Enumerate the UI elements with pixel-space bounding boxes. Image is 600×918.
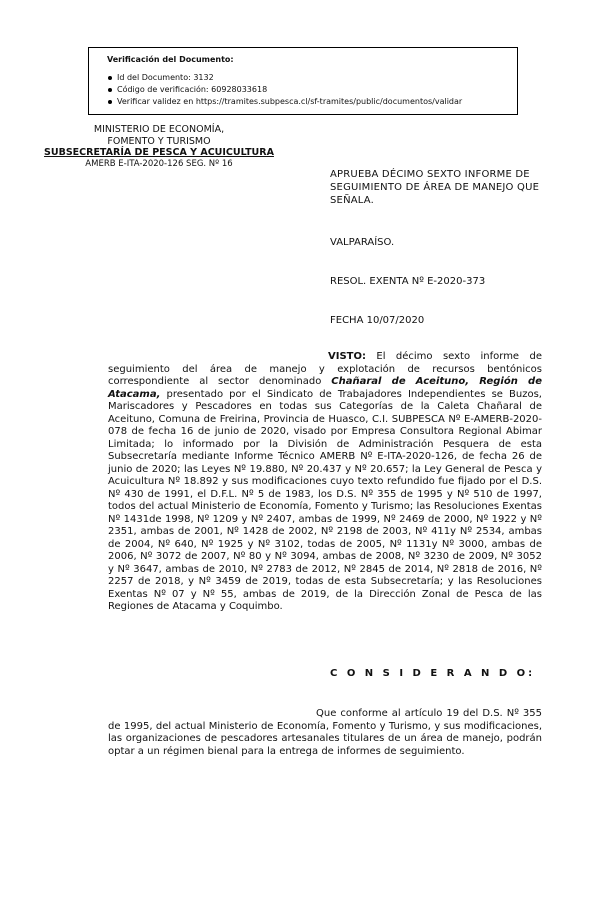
verification-box <box>88 47 518 115</box>
resolution-date: FECHA 10/07/2020 <box>330 315 425 326</box>
verification-title: Verificación del Documento: <box>107 55 234 64</box>
visto-text-1: El décimo sexto informe de seguimiento del área de manejo y explotación de recursos bentónicos correspondiente al sector denominado <box>108 351 542 387</box>
ministry-line-1: MINISTERIO DE ECONOMÍA, <box>93 124 225 135</box>
visto-label: VISTO: <box>328 351 366 362</box>
subsecretaria-title: SUBSECRETARÍA DE PESCA Y ACUICULTURA <box>44 147 274 158</box>
verification-item-code: Código de verificación: 60928033618 <box>107 84 517 96</box>
document-reference: AMERB E-ITA-2020-126 SEG. Nº 16 <box>85 159 233 169</box>
ministry-line-2: FOMENTO Y TURISMO <box>107 135 211 147</box>
considerando-paragraph <box>108 708 542 758</box>
verification-list <box>107 72 517 108</box>
city: VALPARAÍSO. <box>330 237 395 248</box>
considerando-text: Que conforme al artículo 19 del D.S. Nº 355 de 1995, del actual Ministerio de Economía, Fomento y Turismo, y sus modificaciones, las organizaciones de pescadores artesanales titulares de un área de manejo, podrán optar a un régimen bienal para la entrega de informes de seguimiento. <box>108 708 542 757</box>
visto-paragraph <box>108 351 542 614</box>
approval-summary: APRUEBA DÉCIMO SEXTO INFORME DE SEGUIMIENTO DE ÁREA DE MANEJO QUE SEÑALA. <box>330 169 540 206</box>
considerando-heading: C O N S I D E R A N D O: <box>330 668 536 679</box>
ministry-header <box>34 124 284 159</box>
resolution-number: RESOL. EXENTA Nº E-2020-373 <box>330 276 486 287</box>
verification-item-id: Id del Documento: 3132 <box>107 72 517 84</box>
verification-item-url[interactable]: Verificar validez en https://tramites.subpesca.cl/sf-tramites/public/documentos/validar <box>107 96 517 108</box>
visto-text-2: presentado por el Sindicato de Trabajadores Independientes se Buzos, Mariscadores y Pescadores en todas sus Categorías de la Caleta Chañaral de Aceituno, Comuna de Freirina, Provincia de Huasco, C.I. SUBPESCA Nº E-AMERB-2020-078 de fecha 16 de junio de 2020, visado por Empresa Consultora Regional Abimar Limitada; lo informado por la División de Administración Pesquera de esta Subsecretaría mediante Informe Técnico AMERB Nº E-ITA-2020-126, de fecha 26 de junio de 2020; las Leyes Nº 19.880, Nº 20.437 y Nº 20.657; la Ley General de Pesca y Acuicultura Nº 18.892 y sus modificaciones cuyo texto refundido fue fijado por el D.S. Nº 430 de 1991, el D.F.L. Nº 5 de 1983, los D.S. Nº 355 de 1995 y Nº 510 de 1997, todos del actual Ministerio de Economía, Fomento y Turismo; las Resoluciones Exentas Nº 1431de 1998, Nº 1209 y Nº 2407, ambas de 1999, Nº 2469 de 2000, Nº 1922 y Nº 2351, ambas de 2001, Nº 1428 de 2002, Nº 2198 de 2003, Nº 411y Nº 2534, ambas de 2004, Nº 640, Nº 1925 y Nº 3102, todas de 2005, Nº 1131y Nº 3000, ambas de 2006, Nº 3072 de 2007, Nº 80 y Nº 3094, ambas de 2008, Nº 3230 de 2009, Nº 3052 y Nº 3647, ambas de 2010, Nº 2783 de 2012, Nº 2845 de 2014, Nº 2818 de 2016, Nº 2257 de 2018, y Nº 3459 de 2019, todas de esta Subsecretaría; y las Resoluciones Exentas Nº 07 y Nº 55, ambas de 2019, de la Dirección Zonal de Pesca de las Regiones de Atacama y Coquimbo. <box>108 388 542 612</box>
visto-sector: Chañaral de Aceituno, Región de Atacama, <box>108 376 542 400</box>
